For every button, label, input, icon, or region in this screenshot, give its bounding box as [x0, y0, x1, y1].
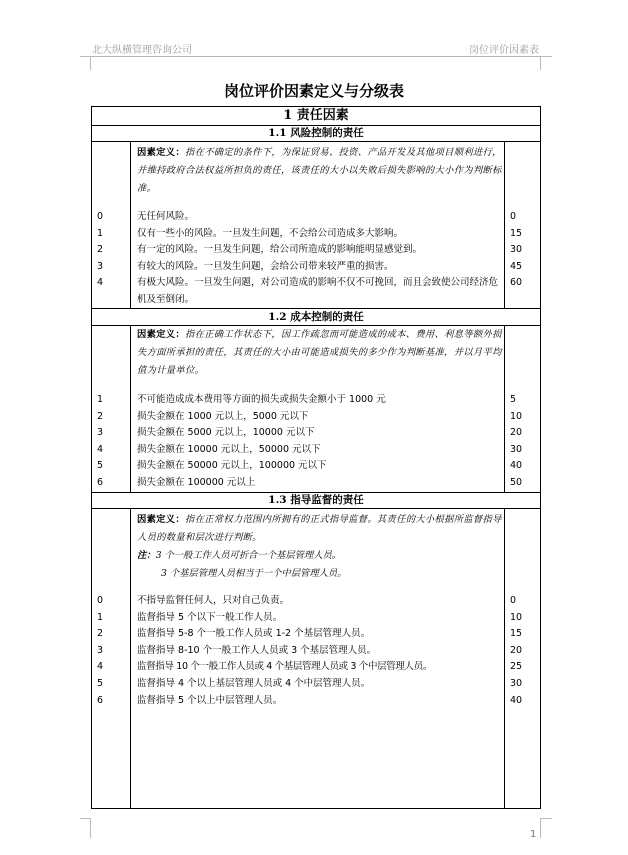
- definition-text: 指在不确定的条件下，为保证贸易、投资、产品开发及其他项目顺利进行，并维持政府合法权益所担负的责任，该责任的大小以失败后损失影响的大小作为判断标准。: [137, 147, 502, 194]
- level-score-column: [510, 593, 522, 709]
- factor-definition: [137, 326, 502, 380]
- level-number: 4: [97, 661, 104, 673]
- factor-note: [137, 547, 502, 565]
- definition-label: 因素定义：: [137, 147, 185, 158]
- level-description: 有极大风险。一旦发生问题，对公司造成的影响不仅不可挽回，而且会致使公司经济危机及至倒闭。: [137, 277, 499, 305]
- table-rule: [92, 141, 540, 142]
- column-divider: [130, 508, 131, 809]
- level-number: 2: [97, 410, 104, 422]
- crop-mark-top-left: [90, 56, 91, 70]
- column-divider: [130, 325, 131, 492]
- header-doc-name: 岗位评价因素表: [469, 45, 539, 56]
- level-description: 损失金额在 1000 元以上，5000 元以下: [137, 410, 309, 422]
- level-score: 10: [510, 410, 523, 422]
- crop-mark-bottom-left: [80, 818, 90, 819]
- level-score: 20: [510, 427, 523, 439]
- level-score: 5: [510, 394, 517, 405]
- level-number-column: [97, 209, 103, 292]
- definition-text: 指在正确工作状态下，因工作疏忽而可能造成的成本、费用、利息等额外损失方面所承担的责任，其责任的大小由可能造成损失的多少作为判断基准，并以月平均值为计量单位。: [137, 329, 502, 376]
- level-score: 25: [510, 661, 523, 673]
- note-label: 注：: [137, 550, 156, 561]
- level-number: 6: [97, 694, 104, 706]
- level-description: 损失金额在 50000 元以上，100000 元以下: [137, 460, 327, 472]
- definition-label: 因素定义：: [137, 329, 185, 340]
- level-description: 监督指导 10 个一般工作人员或 4 个基层管理人员或 3 个中层管理人员。: [137, 661, 432, 673]
- level-number: 2: [97, 628, 104, 640]
- section-heading: 1 责任因素: [283, 108, 349, 123]
- column-divider: [504, 325, 505, 492]
- factor-table: [91, 106, 541, 809]
- note-line: 3 个基层管理人员相当于一个中层管理人员。: [161, 568, 347, 579]
- level-description: 损失金额在 5000 元以上，10000 元以下: [137, 427, 315, 439]
- column-divider: [130, 141, 131, 308]
- definition-label: 因素定义：: [137, 514, 185, 525]
- crop-mark-bottom-right: [540, 818, 541, 838]
- level-score: 30: [510, 677, 523, 689]
- level-score-column: [510, 209, 522, 292]
- level-description: 不可能造成成本费用等方面的损失或损失金额小于 1000 元: [137, 394, 386, 405]
- level-score: 50: [510, 476, 523, 488]
- level-number: 4: [97, 443, 104, 455]
- header-rule: [90, 56, 540, 57]
- level-description-column: [137, 593, 502, 709]
- definition-text: 指在正常权力范围内所拥有的正式指导监督。其责任的大小根据所监督指导人员的数量和层次进行判断。: [137, 514, 502, 543]
- level-number: 3: [97, 644, 104, 656]
- crop-mark-top-left: [80, 56, 90, 57]
- level-score: 0: [510, 595, 517, 606]
- level-score: 45: [510, 260, 523, 272]
- level-description: 监督指导 5 个以上中层管理人员。: [137, 694, 283, 706]
- level-number-column: [97, 392, 103, 492]
- page-number: 1: [530, 829, 537, 840]
- level-score: 60: [510, 277, 523, 289]
- level-number: 3: [97, 427, 104, 439]
- level-number: 1: [97, 611, 104, 623]
- level-description: 有一定的风险。一旦发生问题，给公司所造成的影响能明显感觉到。: [137, 244, 423, 256]
- subsection-heading: 1.1 风险控制的责任: [268, 127, 364, 139]
- crop-mark-bottom-left: [90, 818, 91, 838]
- level-description-column: [137, 392, 502, 492]
- level-number: 0: [97, 595, 104, 606]
- crop-mark-top-right: [540, 56, 541, 70]
- table-rule: [92, 508, 540, 509]
- level-description: 不指导监督任何人，只对自己负责。: [137, 595, 290, 606]
- level-description-column: [137, 209, 502, 305]
- level-score: 10: [510, 611, 523, 623]
- level-number: 1: [97, 227, 104, 239]
- level-score: 15: [510, 628, 523, 640]
- level-description: 有较大的风险。一旦发生问题，会给公司带来较严重的损害。: [137, 260, 394, 272]
- level-score: 20: [510, 644, 523, 656]
- level-number: 5: [97, 460, 104, 472]
- level-number: 1: [97, 394, 104, 405]
- level-description: 损失金额在 10000 元以上，50000 元以下: [137, 443, 321, 455]
- level-score: 30: [510, 443, 523, 455]
- crop-mark-top-right: [540, 56, 552, 57]
- level-score: 40: [510, 460, 523, 472]
- level-number: 3: [97, 260, 104, 272]
- level-description: 无任何风险。: [137, 211, 195, 222]
- factor-definition: [137, 144, 502, 198]
- document-title: 岗位评价因素定义与分级表: [223, 82, 404, 100]
- column-divider: [504, 508, 505, 809]
- level-number-column: [97, 593, 103, 709]
- level-description: 监督指导 5-8 个一般工作人员或 1-2 个基层管理人员。: [137, 628, 371, 640]
- level-score: 15: [510, 227, 523, 239]
- level-description: 监督指导 8-10 个一般工作人人员或 3 个基层管理人员。: [137, 644, 377, 656]
- header-company: 北大纵横管理咨询公司: [92, 45, 192, 56]
- level-number: 4: [97, 277, 104, 289]
- level-description: 仅有一些小的风险。一旦发生问题，不会给公司造成多大影响。: [137, 227, 404, 239]
- level-description: 损失金额在 100000 元以上: [137, 476, 256, 488]
- factor-note: [161, 565, 501, 583]
- crop-mark-bottom-right: [540, 818, 552, 819]
- level-description: 监督指导 4 个以上基层管理人员或 4 个中层管理人员。: [137, 677, 371, 689]
- subsection-heading: 1.2 成本控制的责任: [268, 311, 364, 323]
- subsection-heading: 1.3 指导监督的责任: [268, 494, 364, 506]
- factor-definition: [137, 511, 502, 547]
- level-score: 40: [510, 694, 523, 706]
- level-score-column: [510, 392, 522, 492]
- column-divider: [504, 141, 505, 308]
- note-line: 3 个一般工作人员可折合一个基层管理人员。: [155, 550, 342, 561]
- level-number: 6: [97, 476, 104, 488]
- level-number: 0: [97, 211, 104, 222]
- level-score: 0: [510, 211, 517, 222]
- level-description: 监督指导 5 个以下一般工作人员。: [137, 611, 283, 623]
- level-score: 30: [510, 244, 523, 256]
- level-number: 5: [97, 677, 104, 689]
- level-number: 2: [97, 244, 104, 256]
